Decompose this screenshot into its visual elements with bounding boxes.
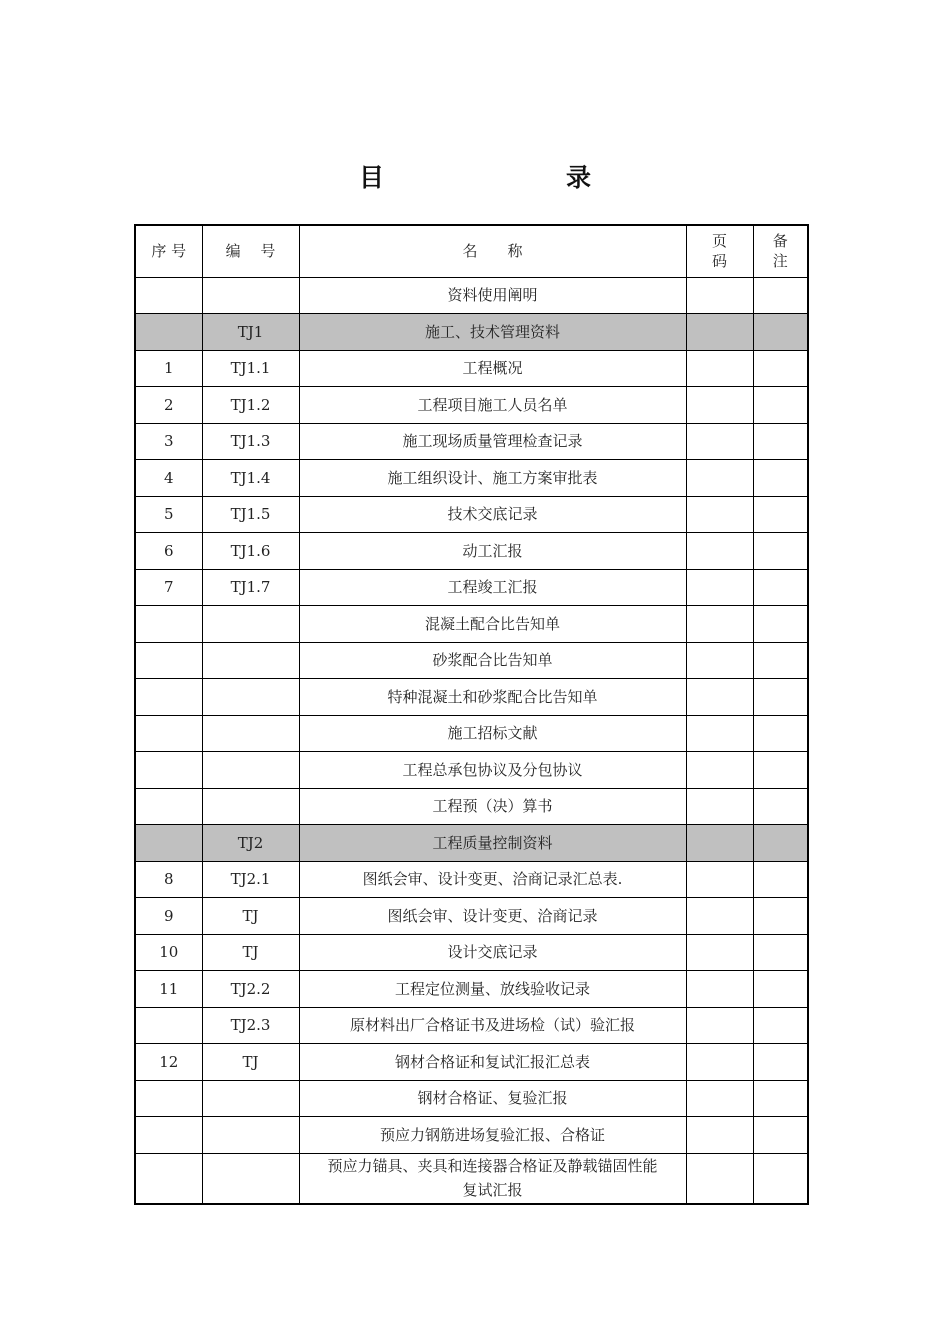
cell-index [135,825,202,862]
cell-code [202,606,299,643]
cell-name-link[interactable]: 动工汇报 [299,533,686,570]
table-row [135,606,808,643]
cell-code: TJ2.3 [202,1007,299,1044]
cell-code: TJ1.5 [202,496,299,533]
cell-remark [753,861,808,898]
cell-remark [753,825,808,862]
cell-remark [753,752,808,789]
cell-name-line1: 预应力锚具、夹具和连接器合格证及静载锚固性能 [327,1157,658,1176]
cell-name: 预应力钢筋进场复验汇报、合格证 [299,1117,686,1154]
cell-page [686,715,753,752]
cell-index: 8 [135,861,202,898]
cell-name: 特种混凝土和砂浆配合比告知单 [299,679,686,716]
cell-page [686,752,753,789]
cell-code [202,1117,299,1154]
cell-name: 施工招标文献 [299,715,686,752]
cell-code: TJ [202,934,299,971]
cell-page [686,971,753,1008]
table-row [135,1117,808,1154]
table-row [135,861,808,898]
cell-page [686,642,753,679]
cell-index [135,1153,202,1204]
table-header-row [135,225,808,277]
cell-name-link[interactable]: 工程定位测量、放线验收记录 [299,971,686,1008]
cell-remark [753,314,808,351]
table-row [135,496,808,533]
header-remark-line2: 注 [772,252,788,271]
cell-name-line2: 复试汇报 [462,1181,523,1200]
cell-index: 5 [135,496,202,533]
cell-page [686,1117,753,1154]
cell-name-link[interactable]: 图纸会审、设计变更、洽商记录 [299,898,686,935]
table-row [135,1080,808,1117]
cell-page [686,423,753,460]
cell-code [202,1153,299,1204]
cell-code: TJ1.2 [202,387,299,424]
cell-page [686,934,753,971]
cell-page [686,569,753,606]
cell-remark [753,971,808,1008]
table-row [135,934,808,971]
cell-page [686,1153,753,1204]
header-remark [753,225,808,277]
cell-name-link[interactable]: 设计交底记录 [299,934,686,971]
cell-code: TJ2 [202,825,299,862]
header-page [686,225,753,277]
cell-remark [753,715,808,752]
cell-code [202,277,299,314]
cell-remark [753,679,808,716]
cell-code: TJ2.1 [202,861,299,898]
cell-name: 钢材合格证、复验汇报 [299,1080,686,1117]
cell-remark [753,1080,808,1117]
cell-code [202,1080,299,1117]
cell-code: TJ [202,898,299,935]
cell-page [686,387,753,424]
cell-page [686,533,753,570]
cell-code [202,679,299,716]
cell-index [135,314,202,351]
header-remark-line1: 备 [772,232,788,251]
page-title: 目 录 [358,163,635,192]
cell-remark [753,569,808,606]
cell-code: TJ1.3 [202,423,299,460]
header-page-line2: 码 [711,252,727,271]
table-row [135,569,808,606]
cell-index: 12 [135,1044,202,1081]
cell-index [135,679,202,716]
cell-page [686,1044,753,1081]
cell-name: 资料使用阐明 [299,277,686,314]
table-row [135,460,808,497]
cell-index: 6 [135,533,202,570]
cell-page [686,1007,753,1044]
cell-index: 1 [135,350,202,387]
header-index: 序 号 [135,225,202,277]
section-row [135,825,808,862]
cell-code: TJ1.4 [202,460,299,497]
cell-name: 工程质量控制资料 [299,825,686,862]
cell-remark [753,460,808,497]
cell-remark [753,533,808,570]
cell-index [135,277,202,314]
cell-page [686,496,753,533]
cell-remark [753,1117,808,1154]
cell-index: 3 [135,423,202,460]
cell-page [686,460,753,497]
table-row [135,423,808,460]
table-row [135,788,808,825]
cell-page [686,1080,753,1117]
cell-index: 2 [135,387,202,424]
header-name: 名 称 [299,225,686,277]
cell-remark [753,1007,808,1044]
cell-index [135,788,202,825]
table-row [135,533,808,570]
table-row [135,1153,808,1204]
cell-code: TJ [202,1044,299,1081]
cell-code [202,642,299,679]
cell-remark [753,277,808,314]
table-row [135,752,808,789]
cell-code [202,715,299,752]
table-row [135,1007,808,1044]
cell-name: 砂浆配合比告知单 [299,642,686,679]
cell-index [135,1007,202,1044]
table-row [135,898,808,935]
cell-index: 7 [135,569,202,606]
cell-name-link[interactable]: 工程竣工汇报 [299,569,686,606]
cell-name [299,1153,686,1204]
table-row [135,277,808,314]
cell-name-link[interactable]: 工程概况 [299,350,686,387]
cell-remark [753,1153,808,1204]
cell-name-link[interactable]: 工程项目施工人员名单 [299,387,686,424]
cell-name-link[interactable]: 图纸会审、设计变更、洽商记录汇总表. [299,861,686,898]
cell-name-link[interactable]: 钢材合格证和复试汇报汇总表 [299,1044,686,1081]
cell-remark [753,350,808,387]
header-code: 编 号 [202,225,299,277]
cell-index: 11 [135,971,202,1008]
cell-remark [753,387,808,424]
cell-page [686,825,753,862]
table-row [135,1044,808,1081]
table-row [135,971,808,1008]
cell-index [135,606,202,643]
cell-index: 4 [135,460,202,497]
cell-index [135,1117,202,1154]
cell-name: 原材料出厂合格证书及进场检（试）验汇报 [299,1007,686,1044]
cell-page [686,606,753,643]
cell-index: 9 [135,898,202,935]
cell-page [686,350,753,387]
table-row [135,715,808,752]
cell-page [686,898,753,935]
cell-index [135,715,202,752]
cell-name-link[interactable]: 技术交底记录 [299,496,686,533]
cell-page [686,861,753,898]
cell-remark [753,642,808,679]
cell-name-link[interactable]: 施工组织设计、施工方案审批表 [299,460,686,497]
toc-table [134,224,809,1205]
cell-page [686,314,753,351]
cell-page [686,679,753,716]
cell-remark [753,898,808,935]
cell-code: TJ1.6 [202,533,299,570]
cell-code [202,788,299,825]
cell-code: TJ1.1 [202,350,299,387]
cell-remark [753,423,808,460]
cell-code: TJ1.7 [202,569,299,606]
cell-remark [753,606,808,643]
cell-name: 施工、技术管理资料 [299,314,686,351]
cell-name-link[interactable]: 施工现场质量管理检查记录 [299,423,686,460]
cell-code [202,752,299,789]
cell-index [135,1080,202,1117]
cell-remark [753,1044,808,1081]
section-row [135,314,808,351]
cell-name: 工程预（决）算书 [299,788,686,825]
header-page-line1: 页 [711,232,727,251]
cell-remark [753,496,808,533]
cell-code: TJ2.2 [202,971,299,1008]
cell-page [686,277,753,314]
cell-page [686,788,753,825]
table-row [135,387,808,424]
cell-index [135,642,202,679]
cell-remark [753,788,808,825]
table-row [135,679,808,716]
cell-index [135,752,202,789]
cell-index: 10 [135,934,202,971]
table-row [135,350,808,387]
table-row [135,642,808,679]
cell-code: TJ1 [202,314,299,351]
cell-remark [753,934,808,971]
cell-name: 混凝土配合比告知单 [299,606,686,643]
cell-name: 工程总承包协议及分包协议 [299,752,686,789]
